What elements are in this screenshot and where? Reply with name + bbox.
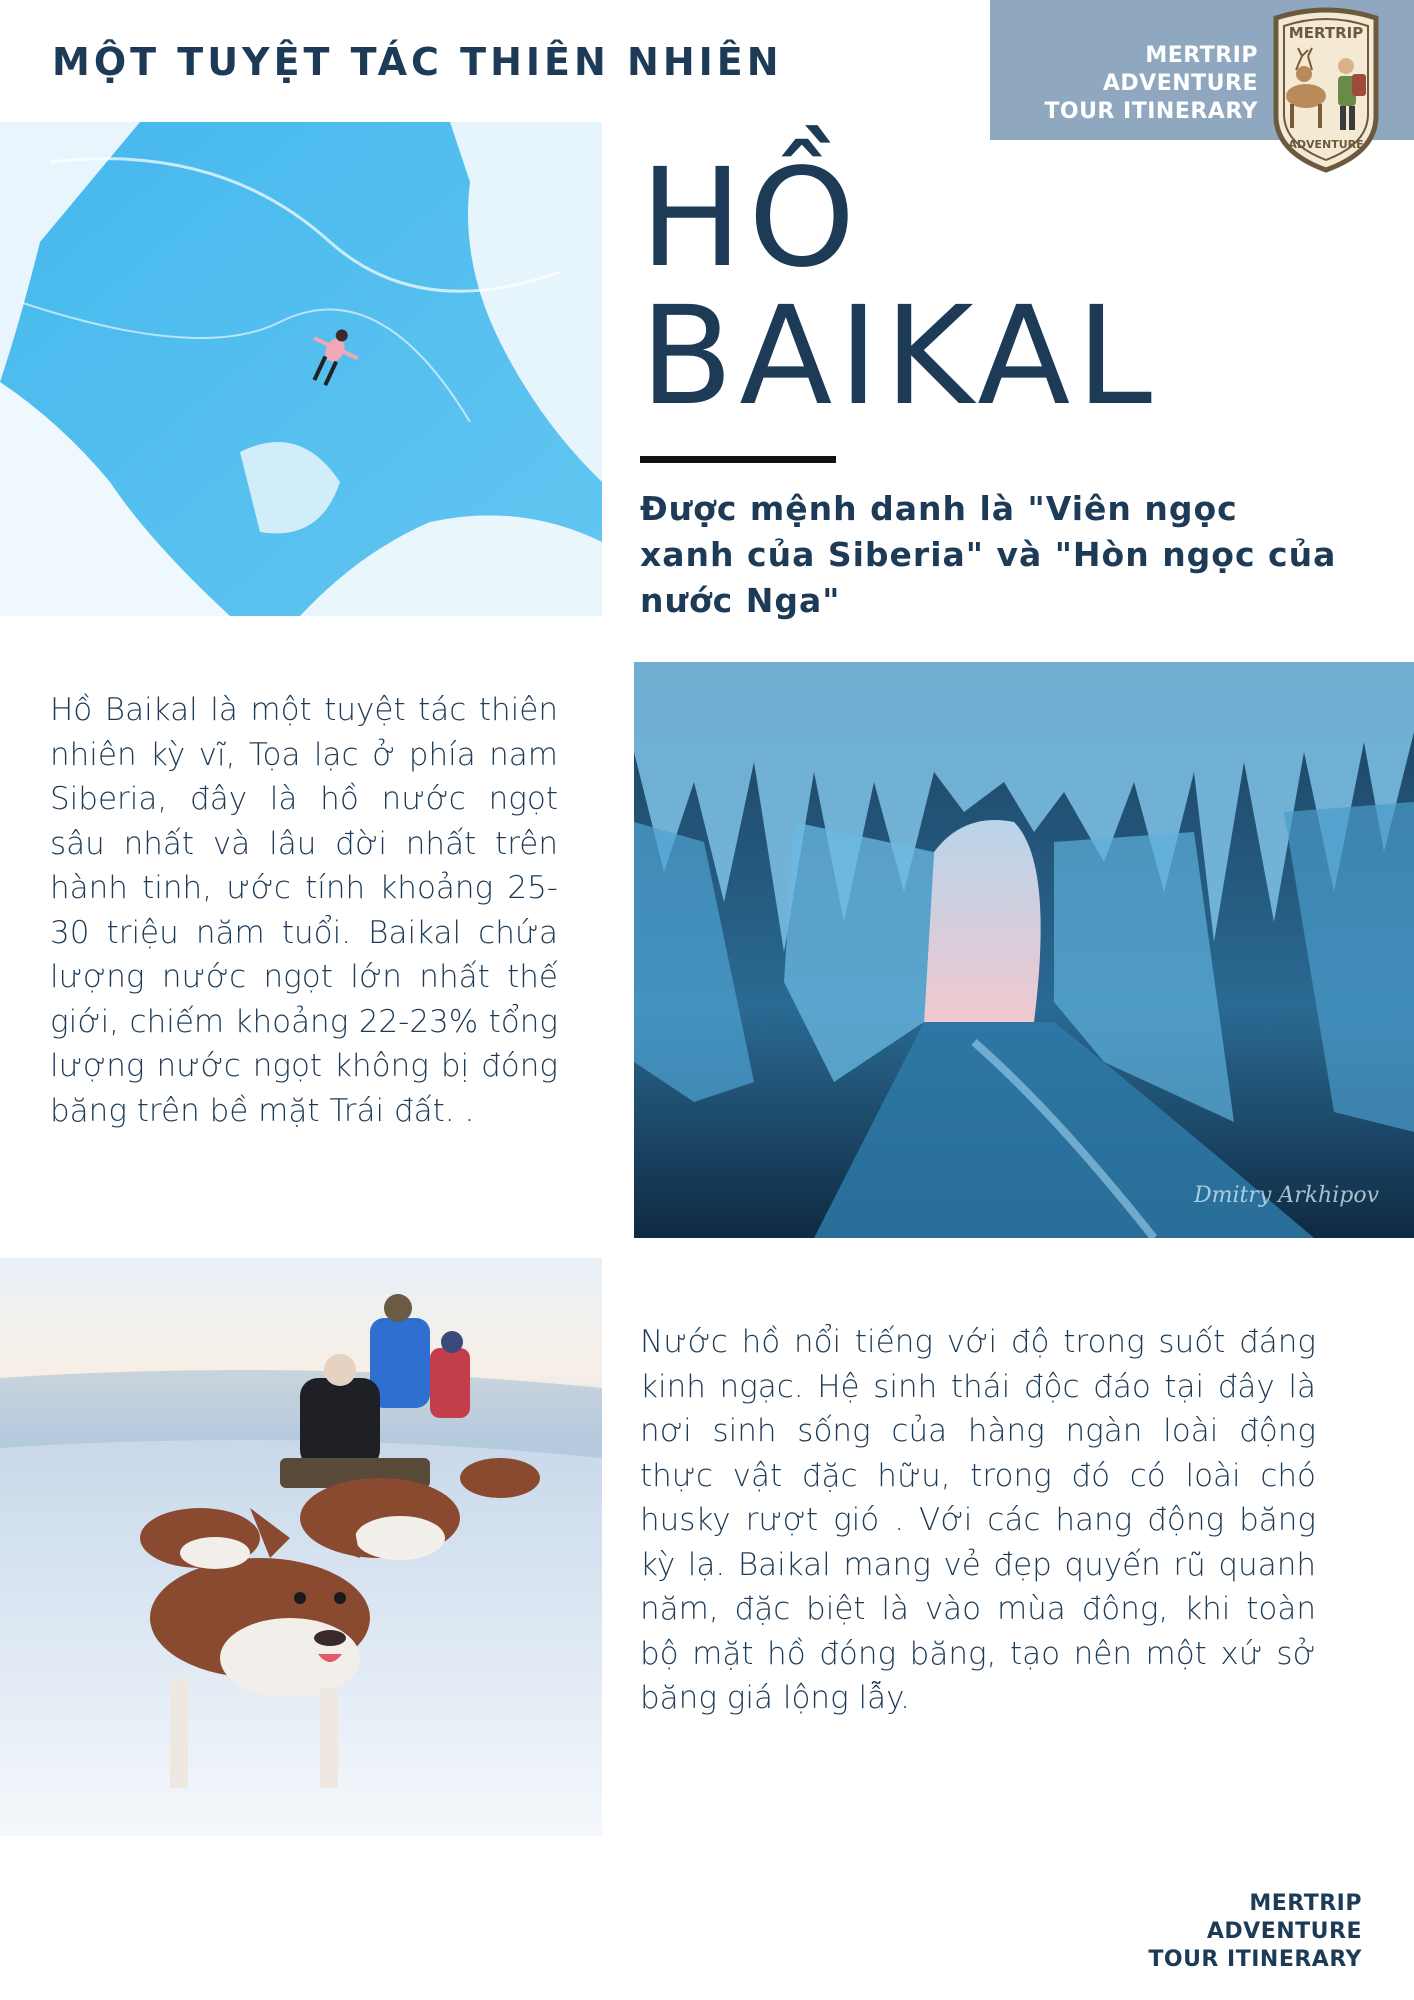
svg-text:Dmitry Arkhipov: Dmitry Arkhipov — [1193, 1183, 1379, 1208]
page-title — [640, 140, 1159, 436]
svg-text:ADVENTURE: ADVENTURE — [1288, 138, 1364, 151]
ecosystem-paragraph: Nước hồ nổi tiếng với độ trong suốt đáng kinh ngạc. Hệ sinh thái độc đáo tại đây là nơi sinh sống của hàng ngàn loài động thực vật đặc hữu, trong đó có loài chó husky rượt gió . Với các hang động băng kỳ lạ. Baikal mang vẻ đẹp quyến rũ quanh năm, đặc biệt là vào mùa đông, khi toàn bộ mặt hồ đóng băng, tạo nên một xứ sở băng giá lộng lẫy. — [640, 1324, 1316, 1716]
kicker-heading: MỘT TUYỆT TÁC THIÊN NHIÊN — [52, 40, 783, 84]
brand-line-2: ADVENTURE — [1102, 71, 1258, 96]
mertrip-badge-logo — [1266, 4, 1386, 174]
title-line-2: BAIKAL — [640, 278, 1159, 436]
title-divider — [640, 456, 836, 463]
svg-text:MERTRIP: MERTRIP — [1288, 24, 1364, 42]
brand-line-3: TOUR ITINERARY — [1044, 99, 1258, 124]
husky-sled-photo — [0, 1258, 602, 1836]
brand-line-1: MERTRIP — [1145, 43, 1258, 68]
aerial-ice-lake-photo — [0, 122, 602, 616]
footer-brand — [1148, 1890, 1362, 1974]
footer-line-3: TOUR ITINERARY — [1148, 1947, 1362, 1972]
title-line-1: HỒ — [640, 140, 862, 298]
footer-line-2: ADVENTURE — [1206, 1919, 1362, 1944]
subtitle: Được mệnh danh là "Viên ngọc xanh của Siberia" và "Hòn ngọc của nước Nga" — [640, 489, 1337, 620]
footer-line-1: MERTRIP — [1249, 1891, 1362, 1916]
intro-paragraph: Hồ Baikal là một tuyệt tác thiên nhiên kỳ vĩ, Tọa lạc ở phía nam Siberia, đây là hồ nước ngọt sâu nhất và lâu đời nhất trên hành tinh, ước tính khoảng 25-30 triệu năm tuổi. Baikal chứa lượng nước ngọt lớn nhất thế giới, chiếm khoảng 22-23% tổng lượng nước ngọt không bị đóng băng trên bề mặt Trái đất. . — [50, 692, 558, 1129]
brand-text — [1044, 42, 1258, 126]
ice-cave-photo — [634, 662, 1414, 1238]
